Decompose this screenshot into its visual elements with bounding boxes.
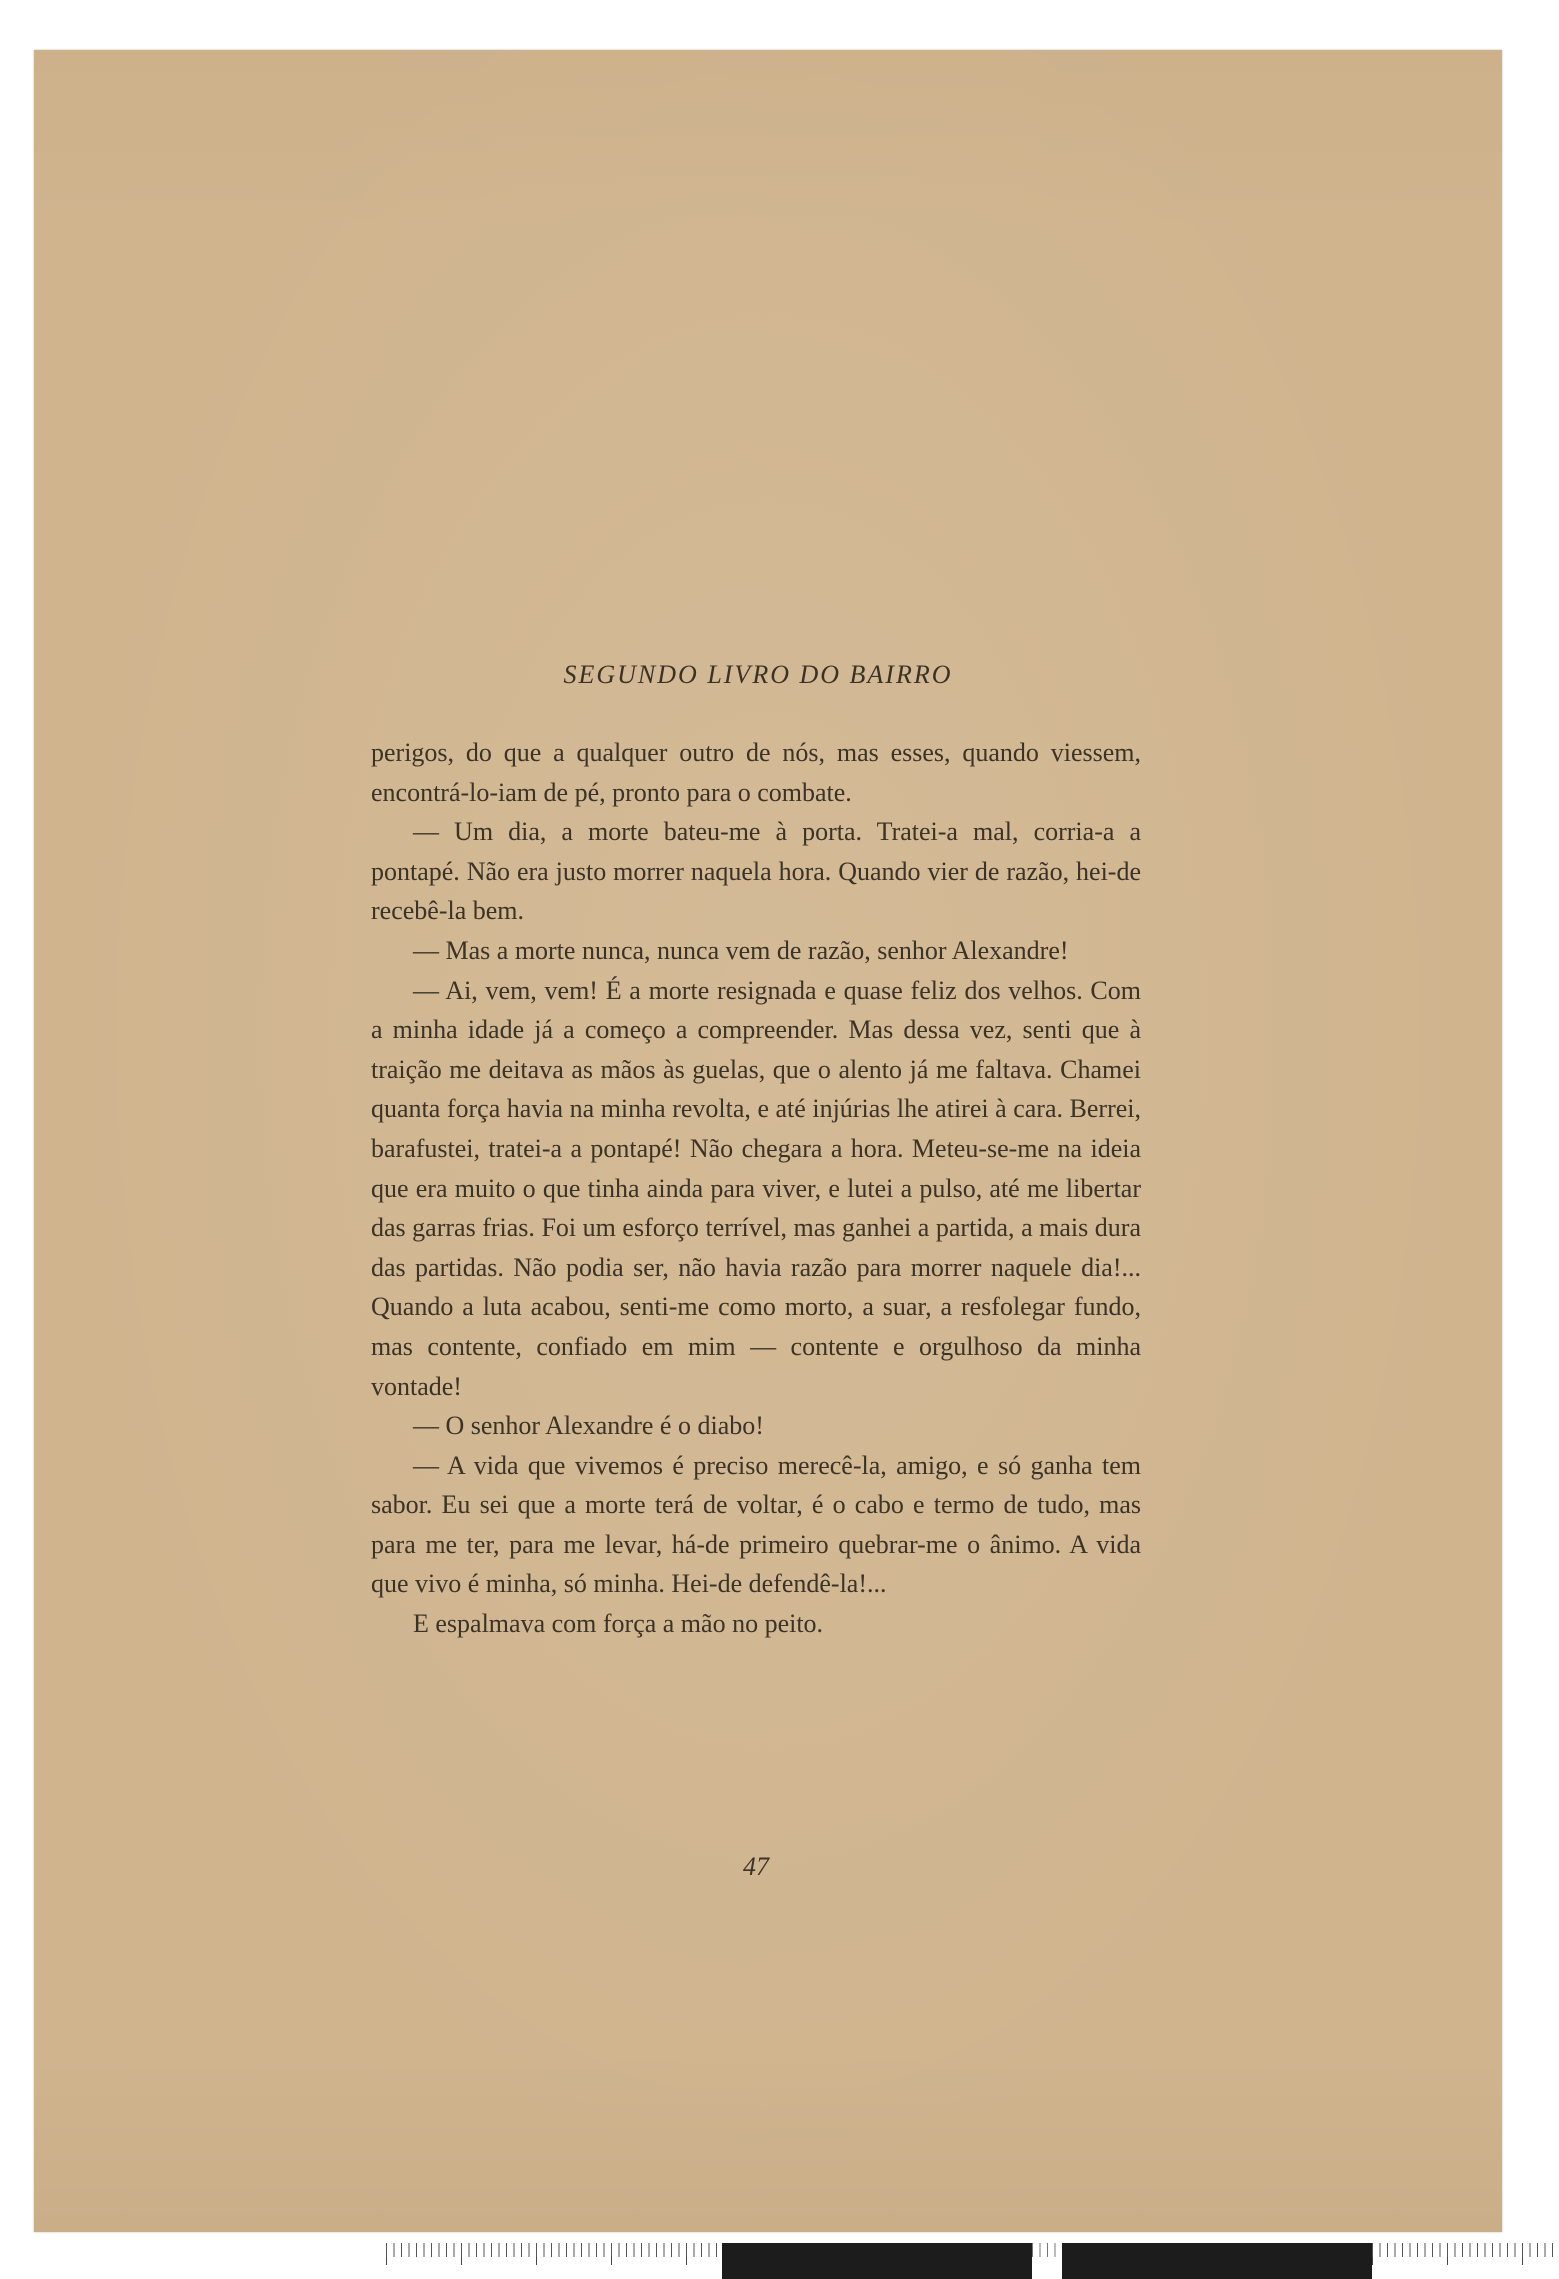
page-number: 47 (743, 1852, 769, 1881)
book-page (34, 50, 1502, 2232)
running-header: SEGUNDO LIVRO DO BAIRRO (563, 660, 953, 689)
ruler-ticks (1372, 2243, 1559, 2279)
paragraph: — O senhor Alexandre é o diabo! (413, 1411, 764, 1441)
scale-ruler (386, 2243, 1559, 2279)
paragraph: E espalmava com força a mão no peito. (413, 1609, 824, 1639)
paragraph: perigos, do que a qualquer outro de nós, mas esses, quando viessem, encontrá-lo-iam de pé, pronto para o combate. (371, 738, 1141, 807)
ruler-black-segment (1062, 2243, 1372, 2279)
ruler-ticks (1032, 2243, 1062, 2279)
paragraph: — Mas a morte nunca, nunca vem de razão, senhor Alexandre! (413, 935, 1069, 965)
ruler-black-segment (722, 2243, 1032, 2279)
paragraph: — Um dia, a morte bateu-me à porta. Tratei-a mal, corria-a a pontapé. Não era justo morrer naquela hora. Quando vier de razão, hei-de recebê-la bem. (371, 817, 1141, 926)
paragraph: — A vida que vivemos é preciso merecê-la, amigo, e só ganha tem sabor. Eu sei que a morte terá de voltar, é o cabo e termo de tudo, mas para me ter, para me levar, há-de primeiro quebrar-me o ânimo. A vida que vivo é minha, só minha. Hei-de defendê-la!... (371, 1450, 1141, 1599)
paragraph: — Ai, vem, vem! É a morte resignada e quase feliz dos velhos. Com a minha idade já a começo a compreender. Mas dessa vez, senti que à traição me deitava as mãos às guelas, que o alento já me faltava. Chamei quanta força havia na minha revolta, e até injúrias lhe atirei à cara. Berrei, barafustei, tratei-a a pontapé! Não chegara a hora. Meteu-se-me na ideia que era muito o que tinha ainda para viver, e lutei a pulso, até me libertar das garras frias. Foi um esforço terrível, mas ganhei a partida, a mais dura das partidas. Não podia ser, não havia razão para morrer naquele dia!... Quando a luta acabou, senti-me como morto, a suar, a resfolegar fundo, mas contente, confiado em mim — contente e orgulhoso da minha vontade! (371, 975, 1141, 1401)
page-body (371, 733, 1141, 1644)
ruler-ticks (386, 2243, 722, 2279)
